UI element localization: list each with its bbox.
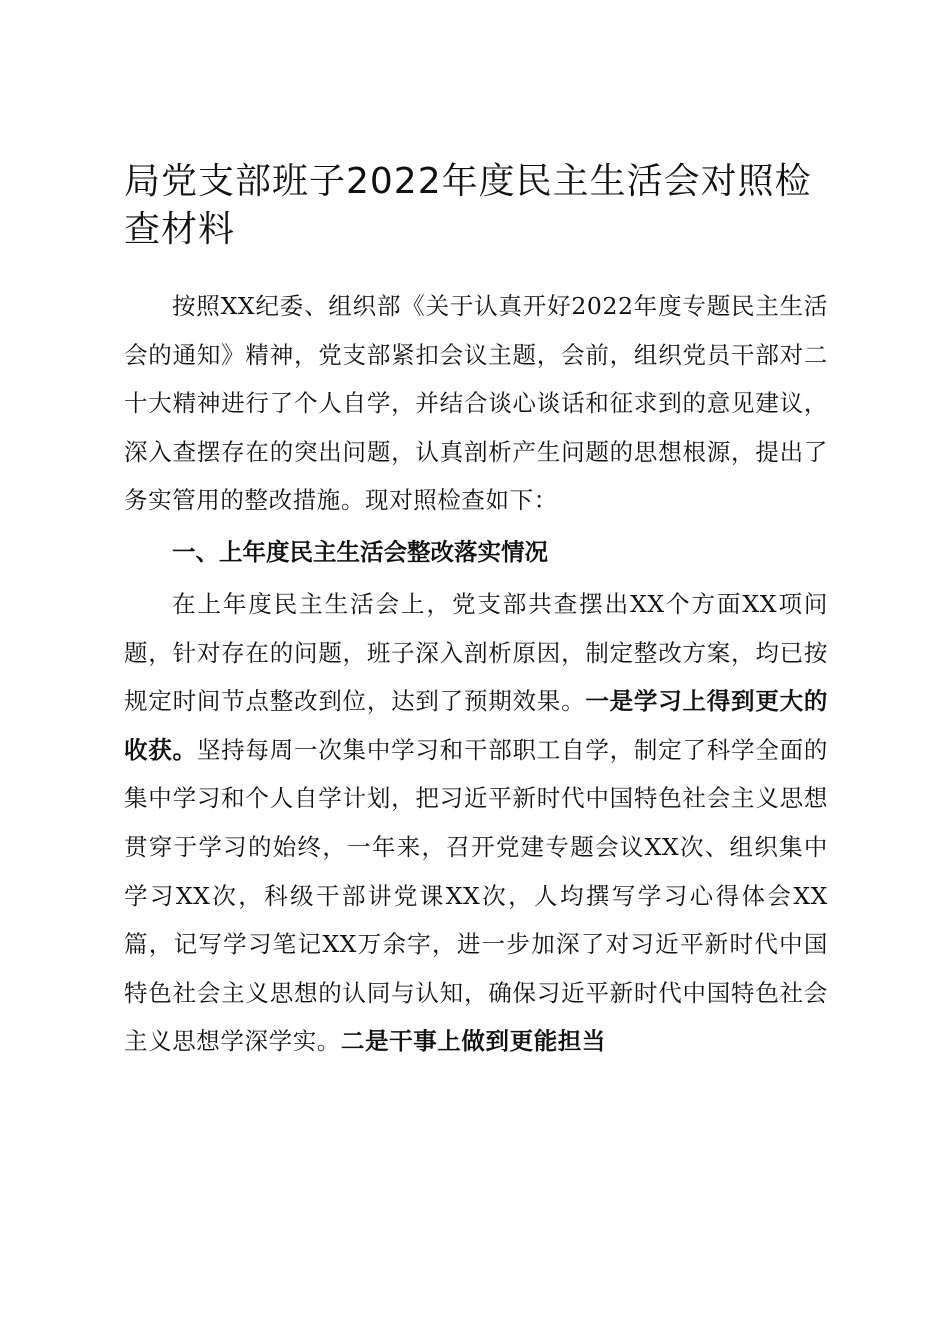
section-paragraph	[124, 580, 828, 1066]
bold-lead-phrase-2: 二是干事上做到更能担当	[340, 1027, 607, 1056]
paragraph-text-run: 在上年度民主生活会上，党支部共查摆出XX个方面XX项问题，针对存在的问题，班子深入剖析原因，制定整改方案，均已按规定时间节点整改到位，达到了预期效果。	[124, 590, 828, 716]
intro-paragraph: 按照XX纪委、组织部《关于认真开好2022年度专题民主生活会的通知》精神，党支部紧扣会议主题，会前，组织党员干部对二十大精神进行了个人自学，并结合谈心谈话和征求到的意见建议，深入查摆存在的突出问题，认真剖析产生问题的思想根源，提出了务实管用的整改措施。现对照检查如下：	[124, 292, 828, 515]
section-heading: 一、上年度民主生活会整改落实情况	[172, 538, 548, 566]
document-title: 局党支部班子2022年度民主生活会对照检查材料	[124, 161, 812, 250]
bold-lead-phrase-1: 一是学习上得到更大的收获。	[124, 687, 828, 764]
paragraph-text-run-2: 坚持每周一次集中学习和干部职工自学，制定了科学全面的集中学习和个人自学计划，把习近平新时代中国特色社会主义思想贯穿于学习的始终，一年来，召开党建专题会议XX次、组织集中学习XX次，科级干部讲党课XX次，人均撰写学习心得体会XX篇，记写学习笔记XX万余字，进一步加深了对习近平新时代中国特色社会主义思想的认同与认知，确保习近平新时代中国特色社会主义思想学深学实。	[124, 735, 828, 1056]
